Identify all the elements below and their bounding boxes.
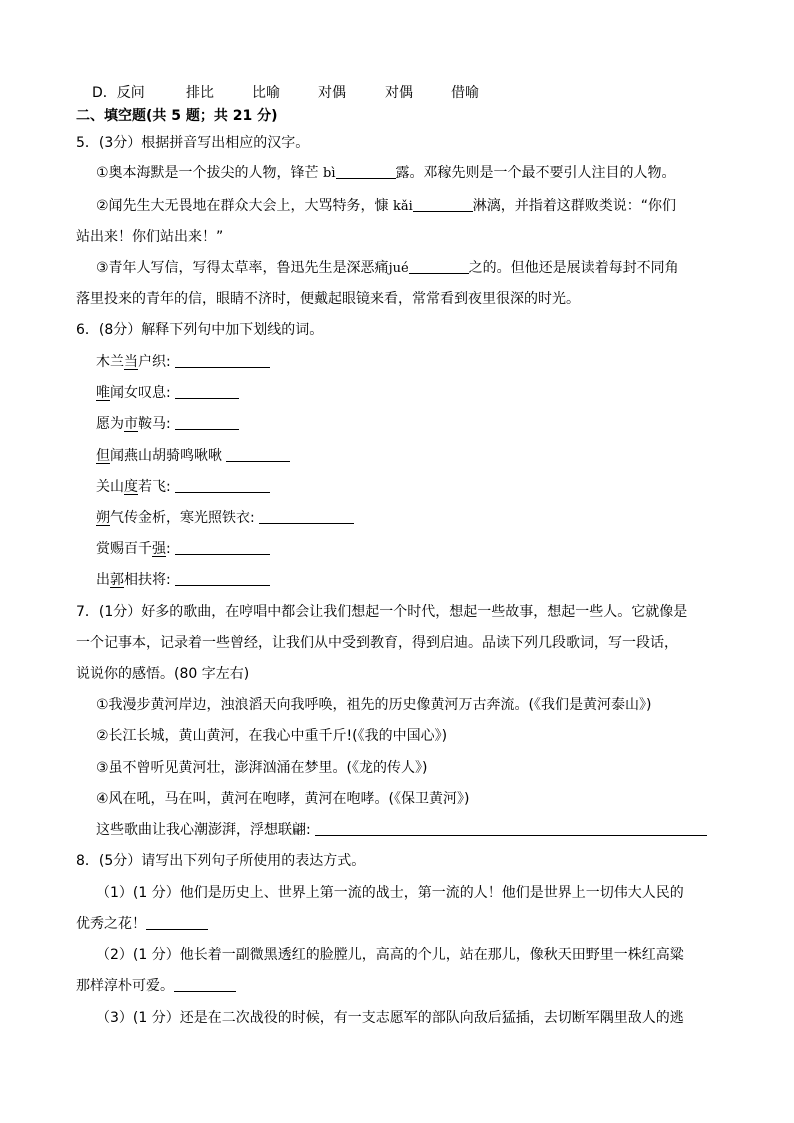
q6-item-text: : [166, 541, 176, 557]
q6-item-text: 赏赐百千 [96, 541, 152, 557]
q5-s1-pinyin: bì [323, 166, 336, 181]
q5-s2-text-b: 淋漓，并指着这群败类说：“你们 [472, 198, 677, 214]
q5-s2-pinyin: kǎi [393, 199, 413, 214]
q8-s2-text-b: 那样淳朴可爱。 [76, 978, 174, 994]
q5-s3-continued: 落里投来的青年的信，眼睛不济时，便戴起眼镜来看，常常看到夜里很深的时光。 [76, 291, 580, 307]
q6-answer-blank[interactable] [175, 352, 270, 368]
q6-item [96, 539, 270, 559]
q5-sentence-3 [96, 258, 679, 279]
q6-item [96, 383, 239, 403]
option-d-item-3: 对偶 [318, 85, 346, 101]
q6-underlined-word: 郭 [110, 572, 124, 588]
q5-sentence-2 [96, 196, 676, 217]
q7-lyric-3: ③虽不曾听见黄河壮，澎湃汹涌在梦里。(《龙的传人》) [96, 760, 428, 776]
q6-item [96, 414, 239, 434]
q7-text-line-3: 说说你的感悟。(80 字左右) [76, 666, 250, 682]
option-d-item-4: 对偶 [385, 85, 413, 101]
q6-answer-blank[interactable] [226, 446, 290, 462]
q6-item [96, 477, 270, 497]
q5-s3-pinyin: jué [388, 261, 409, 276]
q5-s2-continued: 站出来！你们站出来！” [76, 229, 224, 245]
q6-heading: 6．(8分）解释下列句中加下划线的词。 [76, 322, 324, 338]
q5-s1-text-a: ①奥本海默是一个拔尖的人物，锋芒 [96, 165, 324, 181]
q7-lyric-1: ①我漫步黄河岸边，浊浪滔天向我呼唤，祖先的历史像黄河万古奔流。(《我们是黄河泰山》) [96, 697, 652, 713]
q6-underlined-word: 强 [152, 541, 166, 557]
q6-answer-blank[interactable] [175, 570, 270, 586]
q7-answer-row [96, 820, 707, 840]
q8-heading: 8．(5分）请写出下列句子所使用的表达方式。 [76, 853, 366, 869]
q5-s3-text-b: 之的。但他还是展读着每封不同角 [468, 260, 679, 276]
q8-s1-continued [76, 914, 208, 934]
q6-underlined-word: 朔 [96, 510, 110, 526]
q8-s2-answer-blank[interactable] [174, 976, 236, 992]
option-d-label: D．反问 [92, 85, 145, 101]
q5-sentence-1 [96, 163, 676, 184]
q5-s2-answer-blank[interactable] [413, 196, 473, 212]
q5-s3-answer-blank[interactable] [409, 258, 469, 274]
q6-item-text: 鞍马: [138, 416, 176, 432]
q6-underlined-word: 唯 [96, 385, 110, 401]
q7-prompt: 这些歌曲让我心潮澎湃，浮想联翩: [96, 822, 316, 838]
q5-s2-text-a: ②闻先生大无畏地在群众大会上，大骂特务，慷 [96, 198, 393, 214]
q6-item-text: 相扶将: [124, 572, 176, 588]
q6-item [96, 570, 270, 590]
q6-item-text: 愿为 [96, 416, 124, 432]
q8-sentence-3: （3）(1 分）还是在二次战役的时候，有一支志愿军的部队向敌后猛插，去切断军隅里敌人的逃 [96, 1010, 684, 1026]
q8-s1-answer-blank[interactable] [146, 914, 208, 930]
q5-s1-answer-blank[interactable] [336, 163, 396, 179]
q6-underlined-word: 度 [124, 479, 138, 495]
q7-answer-blank[interactable] [315, 820, 707, 836]
q6-item-text: 闻女叹息: [110, 385, 176, 401]
q6-answer-blank[interactable] [175, 539, 270, 555]
q7-text-line-2: 一个记事本，记录着一些曾经，让我们从中受到教育，得到启迪。品读下列几段歌词，写一段话， [76, 635, 678, 651]
q6-item [96, 508, 354, 528]
q6-item-text: 木兰 [96, 354, 124, 370]
q7-text-line-1: 7．(1分）好多的歌曲，在哼唱中都会让我们想起一个时代，想起一些故事，想起一些人。它就像是 [76, 604, 688, 620]
q8-s1-text-b: 优秀之花！ [76, 916, 146, 932]
q6-item-text: 户织: [138, 354, 176, 370]
option-d-item-2: 比喻 [252, 85, 280, 101]
q5-s3-text-a: ③青年人写信，写得太草率，鲁迅先生是深恶痛 [96, 260, 389, 276]
q6-item [96, 446, 290, 466]
q6-underlined-word: 但 [96, 448, 110, 464]
q8-sentence-2: （2）(1 分）他长着一副微黑透红的脸膛儿，高高的个儿，站在那儿，像秋天田野里一株红高粱 [96, 947, 684, 963]
q7-lyric-4: ④风在吼，马在叫，黄河在咆哮，黄河在咆哮。(《保卫黄河》) [96, 791, 470, 807]
q6-item [96, 352, 270, 372]
q6-item-text: 若飞: [138, 479, 176, 495]
q6-item-text: 闻燕山胡骑鸣啾啾 [110, 448, 227, 464]
q5-s1-text-b: 露。邓稼先则是一个最不要引人注目的人物。 [395, 165, 676, 181]
section-title: 二、填空题(共 5 题；共 21 分) [76, 108, 278, 124]
q6-item-text: 出 [96, 572, 110, 588]
option-d-item-5: 借喻 [451, 85, 479, 101]
q6-underlined-word: 市 [124, 416, 138, 432]
q6-answer-blank[interactable] [175, 477, 270, 493]
q6-item-text: 关山 [96, 479, 124, 495]
q6-answer-blank[interactable] [175, 414, 239, 430]
q6-underlined-word: 当 [124, 354, 138, 370]
q5-heading: 5．(3分）根据拼音写出相应的汉字。 [76, 135, 310, 151]
q6-answer-blank[interactable] [175, 383, 239, 399]
option-d-item-1: 排比 [186, 85, 214, 101]
q6-item-text: 气传金析，寒光照铁衣: [110, 510, 260, 526]
q6-answer-blank[interactable] [259, 508, 354, 524]
q8-s2-continued [76, 976, 236, 996]
q7-lyric-2: ②长江长城，黄山黄河，在我心中重千斤!(《我的中国心》) [96, 728, 448, 744]
q8-sentence-1: （1）(1 分）他们是历史上、世界上第一流的战士，第一流的人！他们是世界上一切伟大人民的 [96, 885, 684, 901]
